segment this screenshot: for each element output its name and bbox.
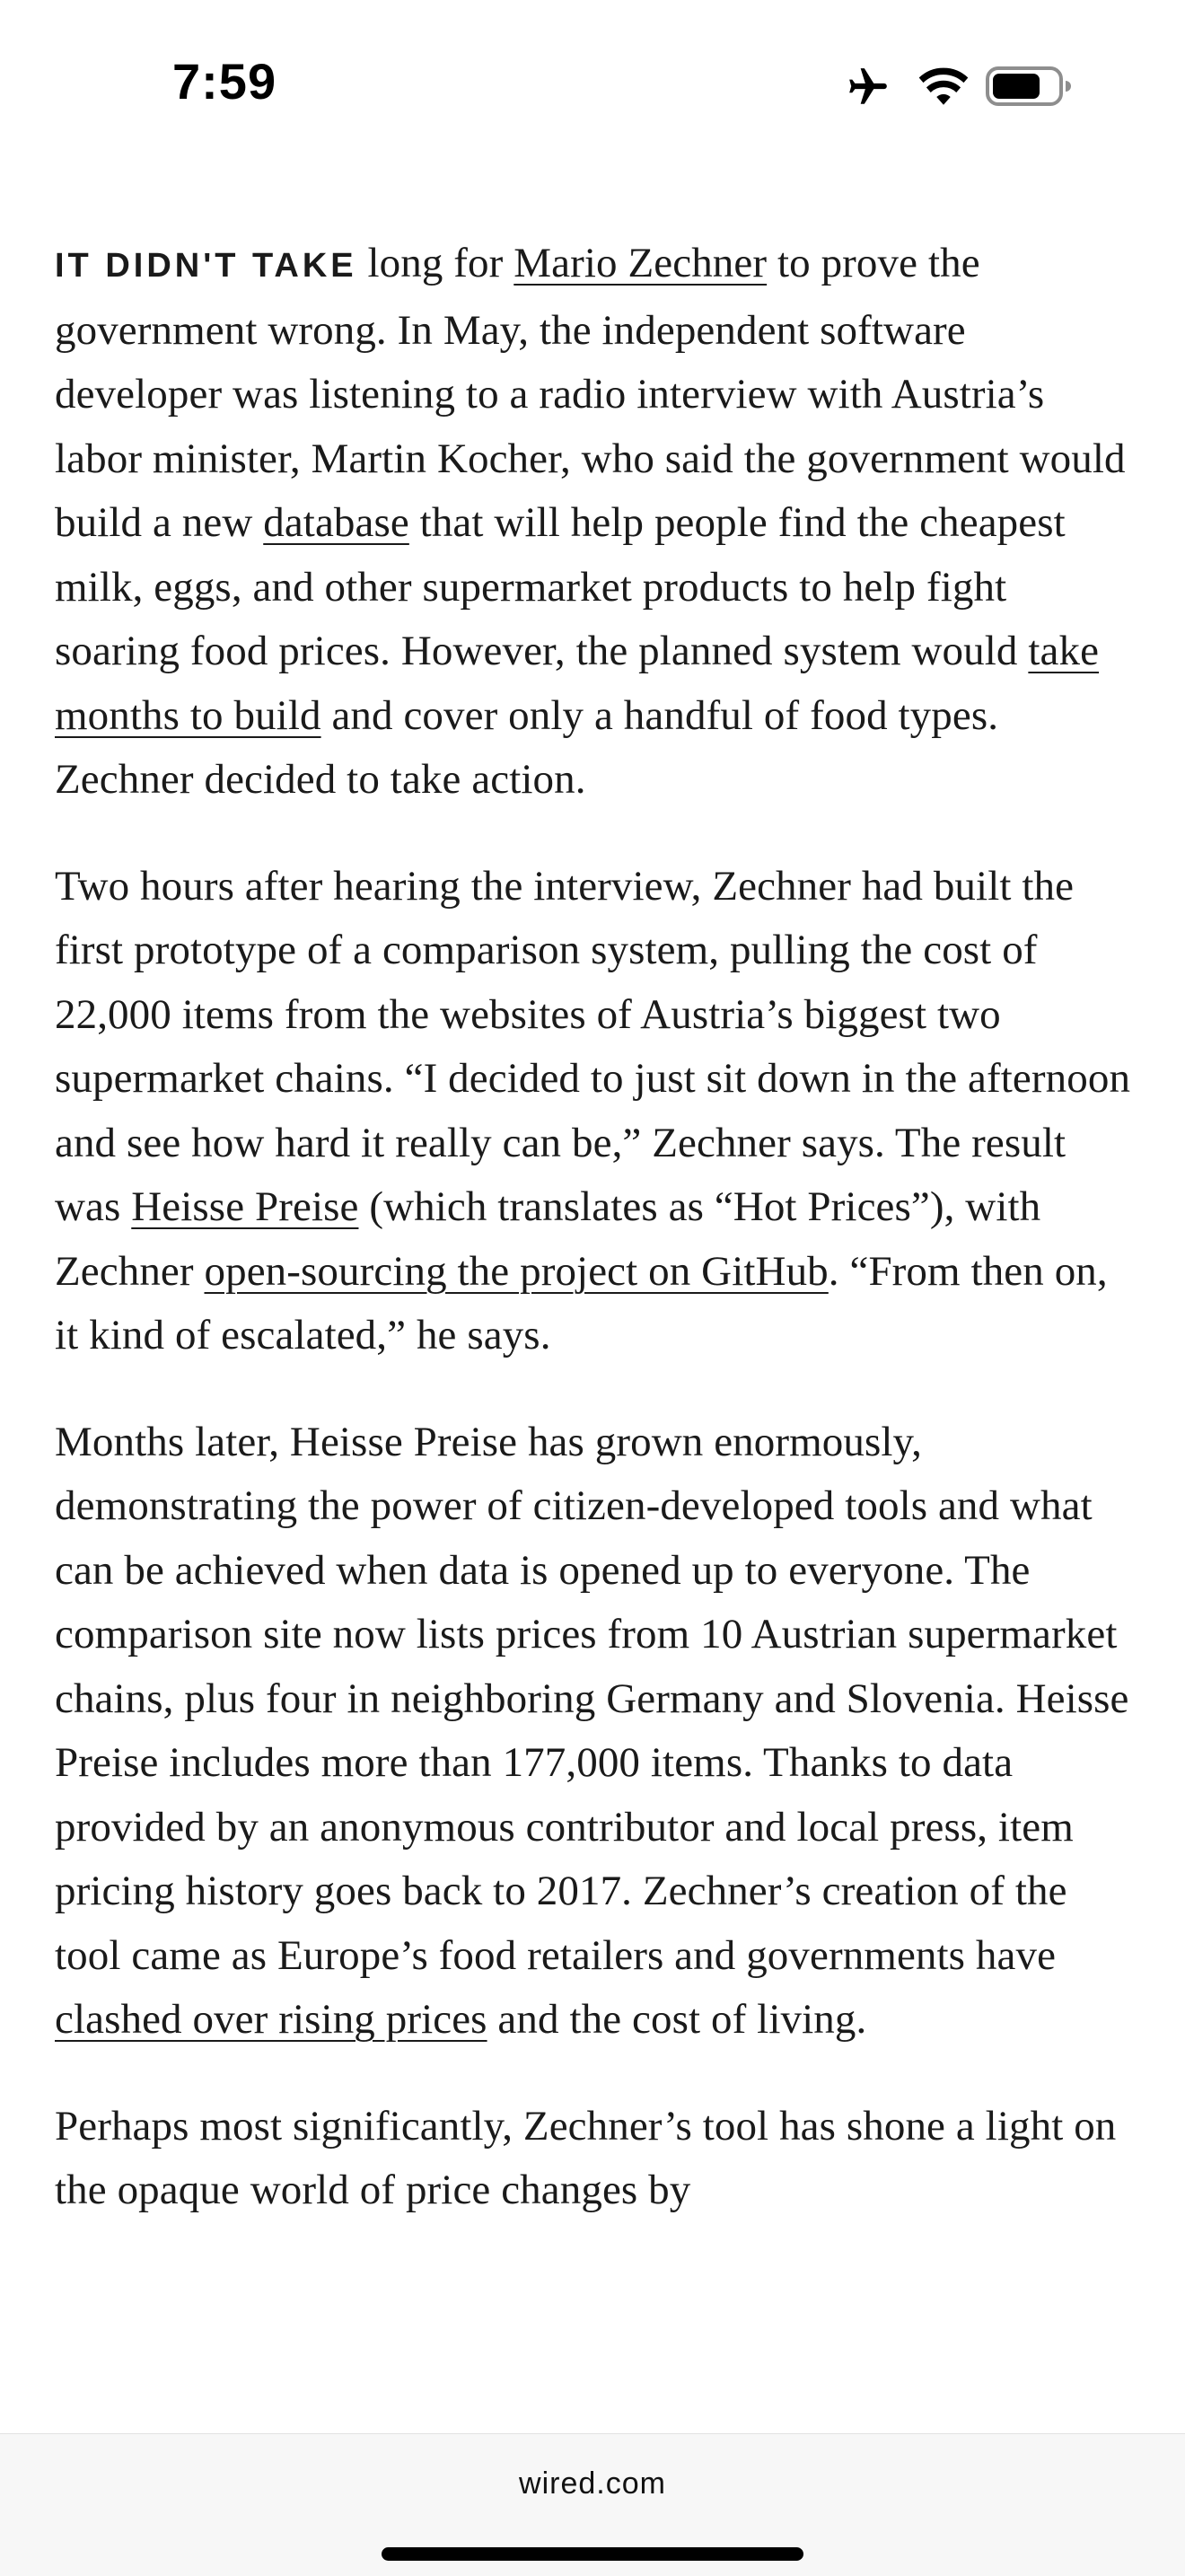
paragraph-text: Perhaps most significantly, Zechner’s tool has shone a light on the opaque world of price changes by xyxy=(55,2102,1117,2213)
link-mario-zechner[interactable]: Mario Zechner xyxy=(514,240,768,286)
battery-icon xyxy=(986,66,1072,106)
home-indicator[interactable] xyxy=(382,2547,803,2561)
lead-in-caps: IT DIDN'T TAKE xyxy=(55,247,357,285)
paragraph-text: that will help people find the cheapest milk, eggs, and other supermarket products to help fight soaring food prices. However, the planned system would xyxy=(55,499,1066,674)
article-paragraph-3 xyxy=(55,1411,1137,2053)
paragraph-text: Two hours after hearing the interview, Zechner had built the first prototype of a comparison system, pulling the cost of 22,000 items from the websites of Austria’s biggest two supermarket chains. “I decided to just sit down in the afternoon and see how hard it really can be,” Zechner says. The result was xyxy=(55,862,1131,1230)
status-time: 7:59 xyxy=(172,53,277,110)
address-bar-url[interactable]: wired.com xyxy=(519,2466,666,2501)
paragraph-text: and cover only a handful of food types. Zechner decided to take action. xyxy=(55,691,999,803)
link-database[interactable]: database xyxy=(263,499,409,546)
paragraph-text: (which translates as “Hot Prices”), with Zechner xyxy=(55,1183,1041,1295)
status-bar xyxy=(0,0,1185,171)
browser-bottom-bar xyxy=(0,2433,1185,2576)
wifi-icon xyxy=(917,65,970,106)
paragraph-text: to prove the government wrong. In May, the independent software developer was listening to a radio interview with Austria’s labor minister, Martin Kocher, who said the government would build a new xyxy=(55,240,1126,546)
article-paragraph-1 xyxy=(55,232,1137,813)
link-take-months-to-build[interactable]: take months to build xyxy=(55,628,1100,739)
paragraph-text: Months later, Heisse Preise has grown enormously, demonstrating the power of citizen-developed tools and what can be achieved when data is opened up to everyone. The comparison site now lists prices from 10 Austrian supermarket chains, plus four in neighboring Germany and Slovenia. Heisse Preise includes more than 177,000 items. Thanks to data provided by an anonymous contributor and local press, item pricing history goes back to 2017. Zechner’s creation of the tool came as Europe’s food retailers and governments have xyxy=(55,1418,1129,1979)
link-clashed-over-rising-prices[interactable]: clashed over rising prices xyxy=(55,1996,487,2043)
article-body xyxy=(55,232,1137,2265)
link-open-sourcing-github[interactable]: open-sourcing the project on GitHub xyxy=(204,1247,829,1295)
article-paragraph-2 xyxy=(55,855,1137,1368)
link-heisse-preise[interactable]: Heisse Preise xyxy=(131,1183,359,1230)
paragraph-text: long for xyxy=(356,240,514,286)
paragraph-text: . “From then on, it kind of escalated,” he says. xyxy=(55,1247,1108,1358)
article-paragraph-4 xyxy=(55,2095,1137,2223)
airplane-icon xyxy=(844,65,892,110)
paragraph-text: and the cost of living. xyxy=(487,1996,867,2043)
